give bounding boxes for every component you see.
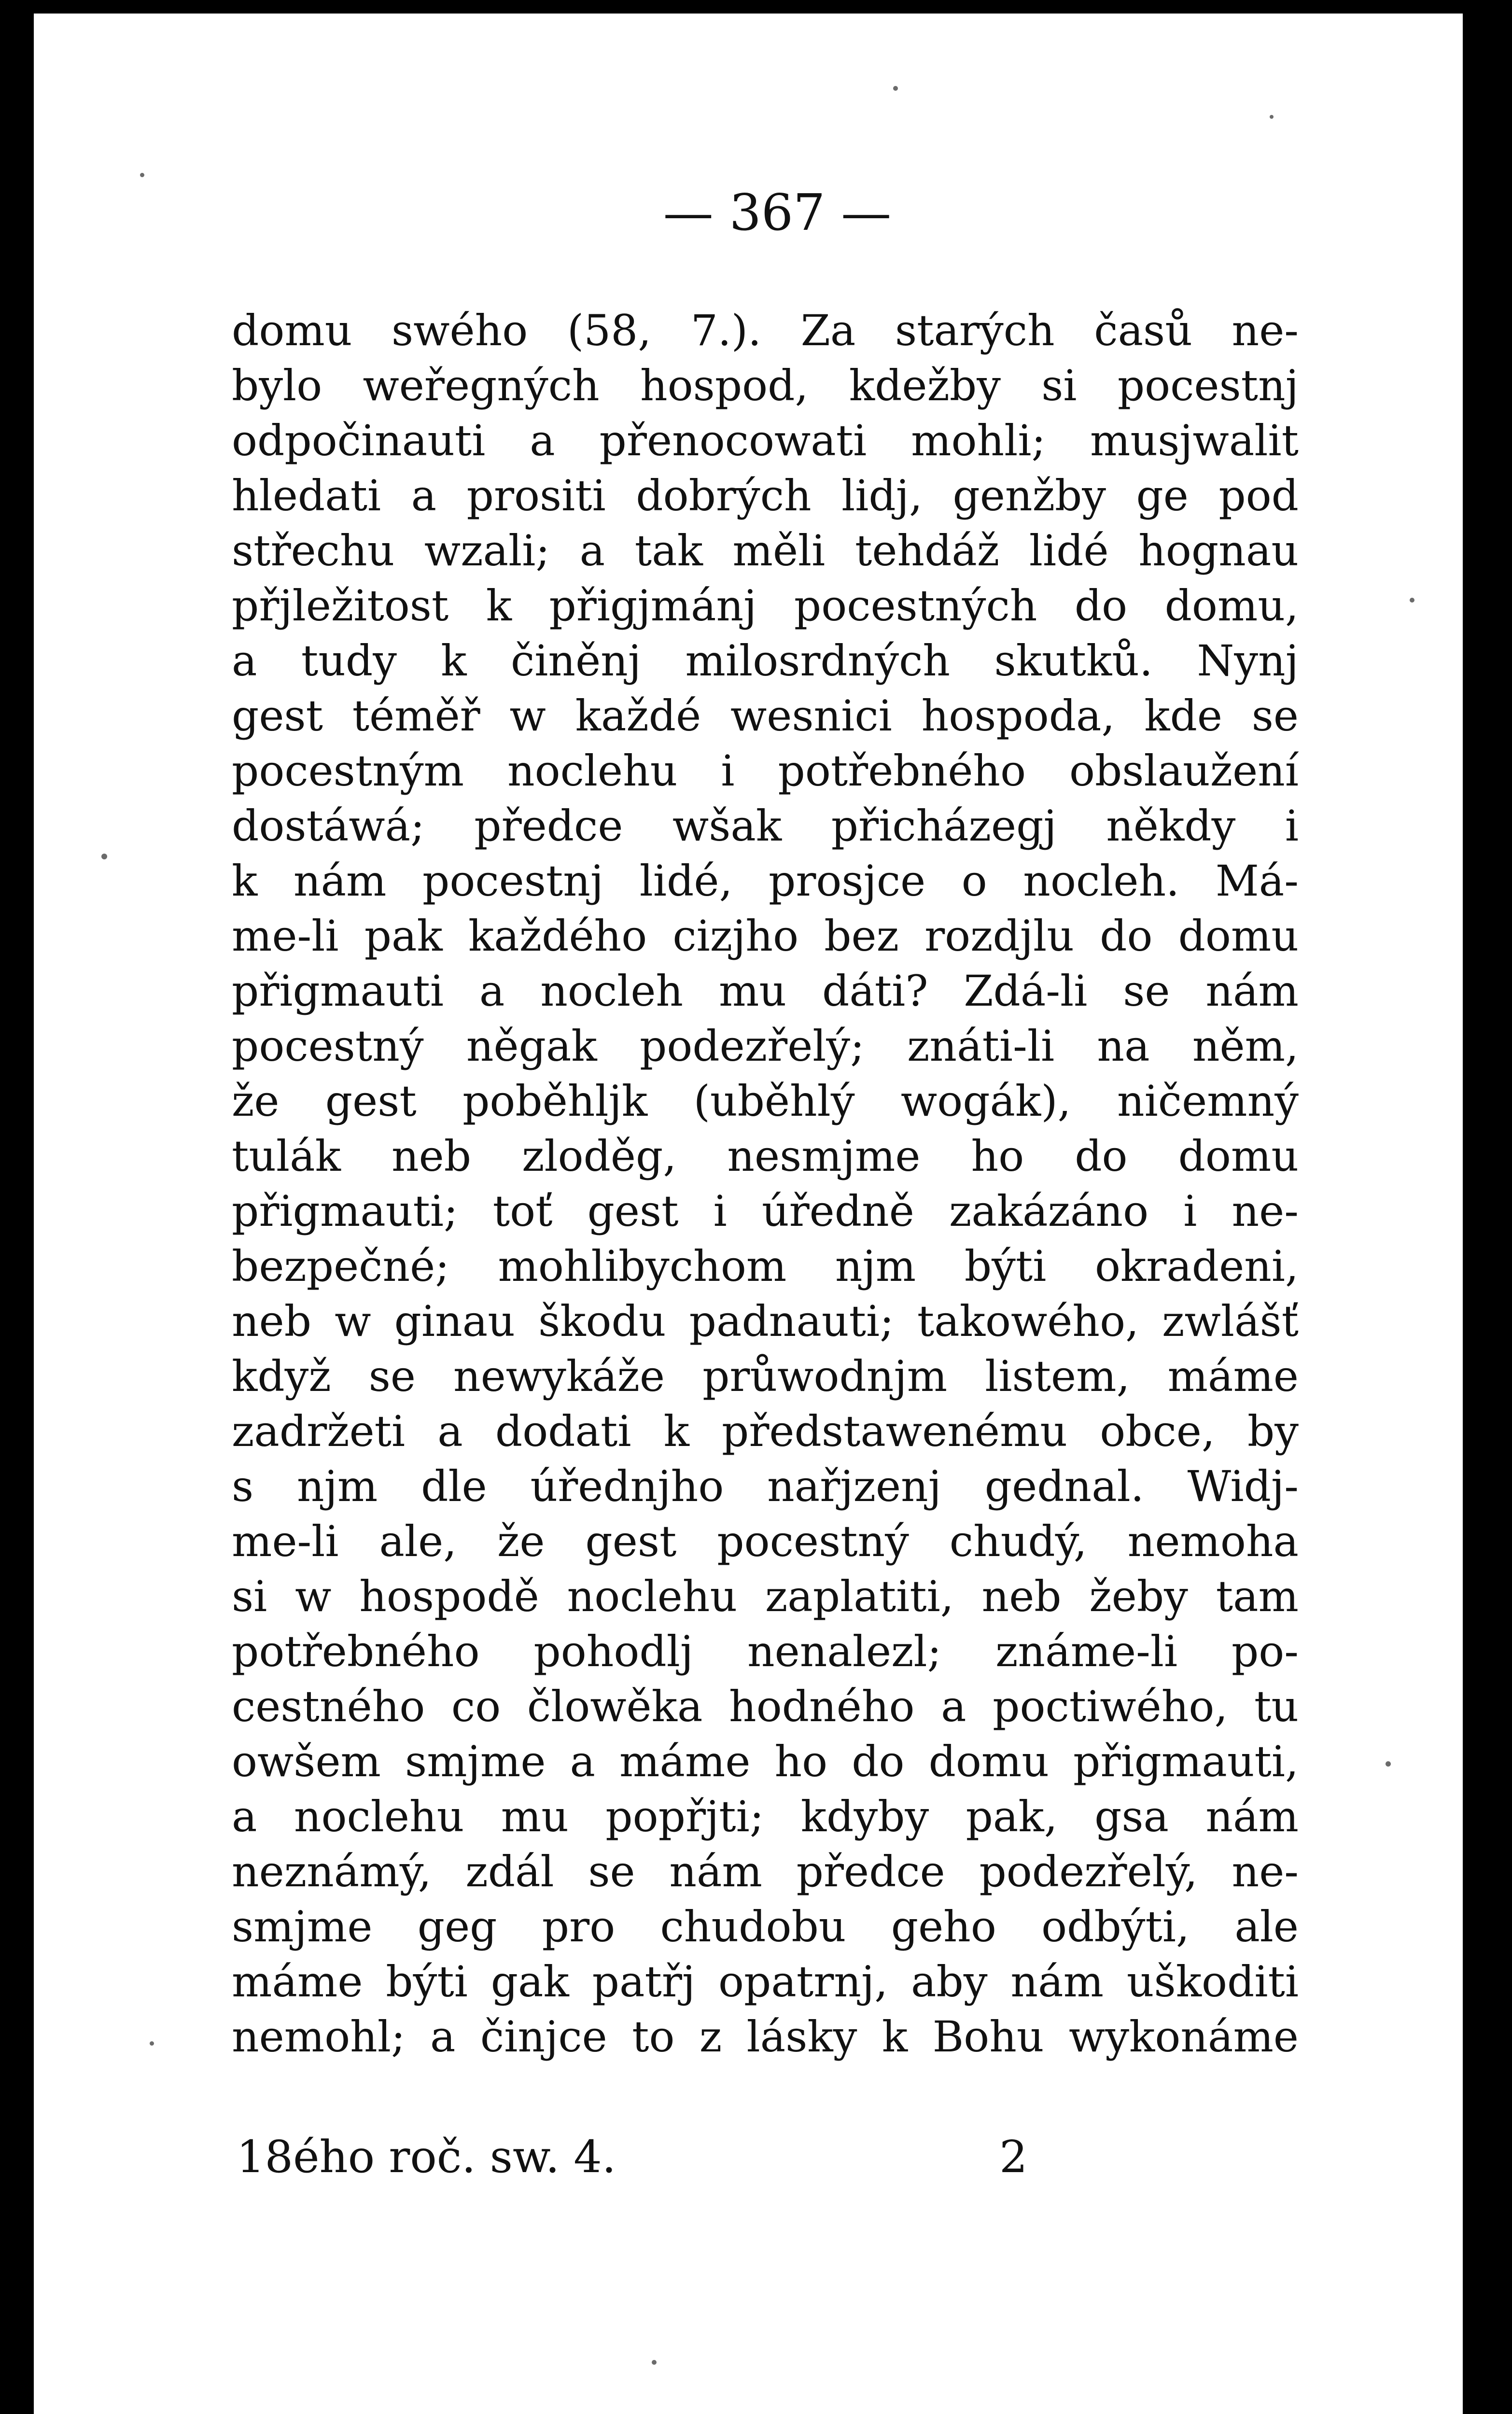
text-line: bezpečné; mohlibychom njm býti okradeni, [232,1241,1299,1291]
text-line: nemohl; a činjce to z lásky k Bohu wykonáme [232,2012,1299,2062]
text-line: když se newykáže průwodnjm listem, máme [232,1351,1299,1401]
text-line: cestného co člowěka hodného a poctiwého, tu [232,1682,1299,1731]
text-line: me-li pak každého cizjho bez rozdjlu do domu [232,911,1299,961]
text-line: přigmauti; toť gest i úředně zakázáno i ne- [232,1186,1299,1236]
text-line: si w hospodě noclehu zaplatiti, neb žeby tam [232,1572,1299,1621]
scan-speck [893,86,898,91]
scan-speck [1386,1761,1391,1767]
text-line: neznámý, zdál se nám předce podezřelý, ne- [232,1847,1299,1896]
scan-speck [652,2360,657,2365]
signature-number: 2 [999,2131,1028,2183]
text-line: me-li ale, že gest pocestný chudý, nemoha [232,1516,1299,1566]
text-line: potřebného pohodlj nenalezl; známe-li po- [232,1627,1299,1676]
text-line: dostáwá; předce wšak přicházegj někdy i [232,801,1299,851]
text-line: gest téměř w každé wesnici hospoda, kde se [232,691,1299,741]
text-line: a tudy k činěnj milosrdných skutků. Nynj [232,636,1299,686]
text-line: přjležitost k přigjmánj pocestných do domu, [232,581,1299,631]
text-line: pocestným noclehu i potřebného obslaužení [232,746,1299,796]
text-line: přigmauti a nocleh mu dáti? Zdá-li se nám [232,966,1299,1016]
text-line: a noclehu mu popřjti; kdyby pak, gsa nám [232,1792,1299,1841]
scan-speck [1270,115,1274,119]
text-line: smjme geg pro chudobu geho odbýti, ale [232,1902,1299,1951]
scan-speck [140,173,144,177]
text-line: k nám pocestnj lidé, prosjce o nocleh. Má- [232,856,1299,906]
text-line: tulák neb zloděg, nesmjme ho do domu [232,1131,1299,1181]
book-page [34,14,1463,2414]
text-line: neb w ginau škodu padnauti; takowého, zwlášť [232,1296,1299,1346]
text-line: bylo weřegných hospod, kdežby si pocestnj [232,361,1299,410]
text-line: že gest poběhljk (uběhlý wogák), ničemný [232,1076,1299,1126]
text-line: owšem smjme a máme ho do domu přigmauti, [232,1737,1299,1786]
signature-line [237,2128,1057,2186]
scan-speck [1410,598,1414,603]
body-text [232,303,1299,2064]
text-line: odpočinauti a přenocowati mohli; musjwalit [232,416,1299,465]
scan-speck [150,2041,154,2046]
text-line: hledati a prositi dobrých lidj, genžby ge pod [232,471,1299,520]
signature-label: 18ého roč. sw. 4. [237,2131,616,2183]
text-line: máme býti gak patřj opatrnj, aby nám uškoditi [232,1957,1299,2007]
scan-speck [101,854,107,859]
text-line: zadržeti a dodati k předstawenému obce, by [232,1406,1299,1456]
text-line: střechu wzali; a tak měli tehdáž lidé hognau [232,526,1299,575]
text-line: domu swého (58, 7.). Za starých časů ne- [232,306,1299,355]
text-line: s njm dle úřednjho nařjzenj gednal. Widj- [232,1461,1299,1511]
text-line: pocestný něgak podezřelý; znáti-li na něm, [232,1021,1299,1071]
page-number-header: — 367 — [663,183,892,242]
